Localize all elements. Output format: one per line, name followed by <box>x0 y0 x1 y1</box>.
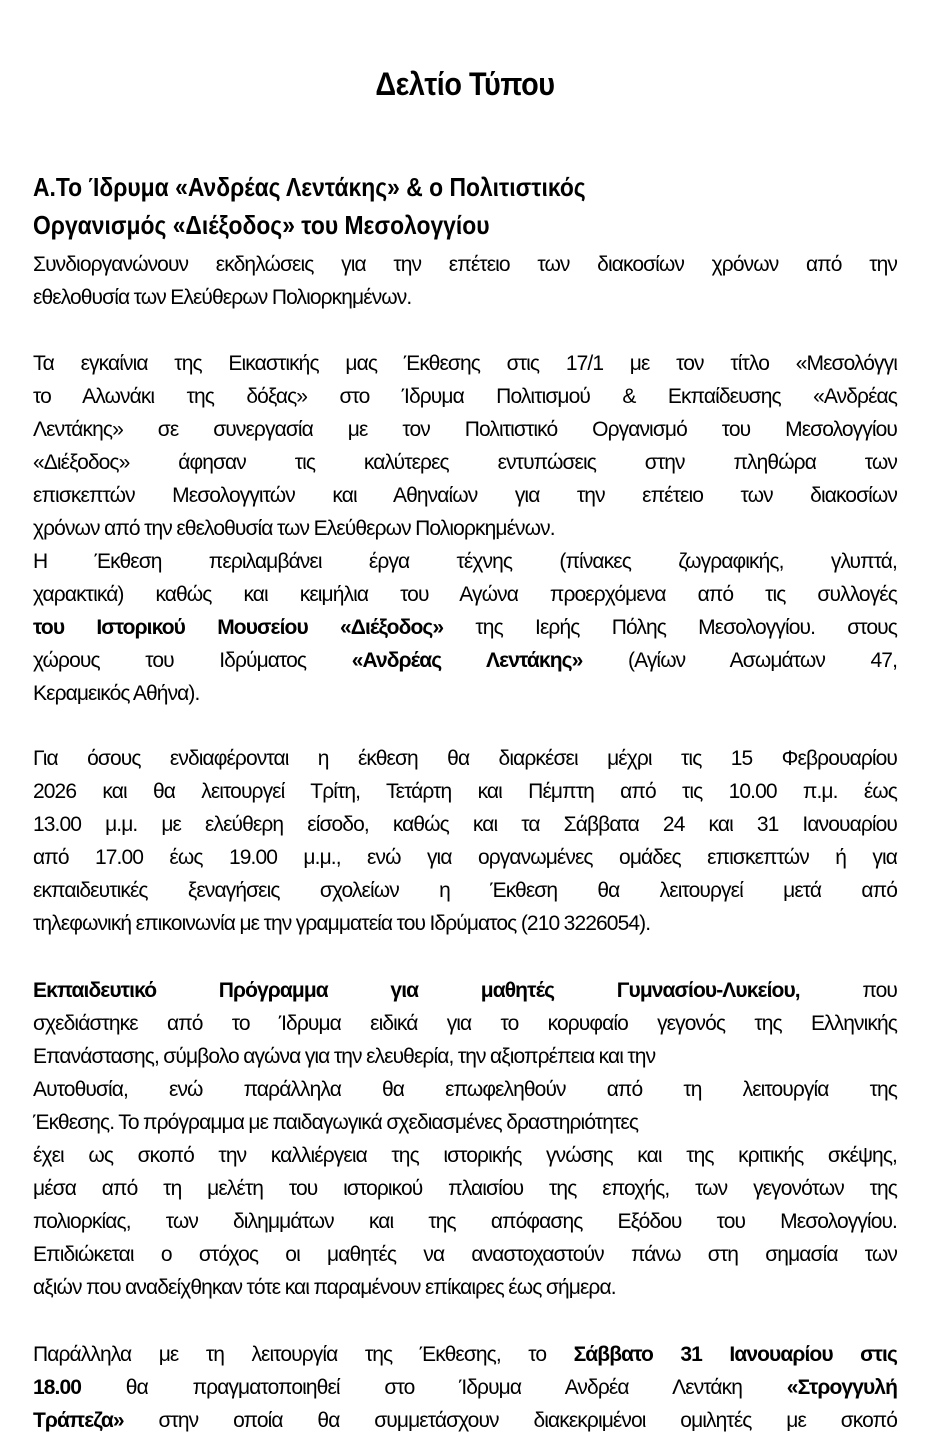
text-span: που <box>799 979 898 1002</box>
bold-text: του Ιστορικού Μουσείου «Διέξοδος» <box>33 616 444 639</box>
paragraph-opening <box>33 347 897 710</box>
text-line <box>33 1404 897 1437</box>
text-line: πολιορκίας, των διλημμάτων και της απόφασης Εξόδου του Μεσολογγίου. <box>33 1210 897 1233</box>
text-line: Τα εγκαίνια της Εικαστικής μας Έκθεσης στις 17/1 με τον τίτλο «Μεσολόγγι <box>33 352 897 375</box>
text-line: μέσα από τη μελέτη του ιστορικού πλαισίου της εποχής, των γεγονότων της <box>33 1177 897 1200</box>
intro-paragraph <box>33 248 897 314</box>
page-title: Δελτίο Τύπου <box>375 66 555 102</box>
text-line: Επιδιώκεται ο στόχος οι μαθητές να αναστοχαστούν πάνω στη σημασία των <box>33 1243 897 1266</box>
paragraph-education <box>33 974 897 1304</box>
text-span: στην οποία θα συμμετάσχουν διακεκριμένοι ομιλητές με σκοπό <box>123 1409 897 1432</box>
text-line <box>33 644 897 677</box>
bold-text: Σάββατο 31 Ιανουαρίου στις <box>573 1343 897 1366</box>
text-line: 2026 και θα λειτουργεί Τρίτη, Τετάρτη και Πέμπτη από τις 10.00 π.μ. έως <box>33 780 897 803</box>
paragraph-round-table <box>33 1338 897 1437</box>
text-span: Παράλληλα με τη λειτουργία της Έκθεσης, το <box>33 1343 574 1366</box>
text-line: Αυτοθυσία, ενώ παράλληλα θα επωφεληθούν από τη λειτουργία της <box>33 1078 897 1101</box>
text-line: Έκθεσης. Το πρόγραμμα με παιδαγωγικά σχεδιασμένες δραστηριότητες <box>33 1111 639 1134</box>
bold-text: Τράπεζα» <box>33 1409 124 1432</box>
text-line: χαρακτικά) καθώς και κειμήλια του Αγώνα προερχόμενα από τις συλλογές <box>33 583 897 606</box>
text-line: Επανάστασης, σύμβολο αγώνα για την ελευθερία, την αξιοπρέπεια και την <box>33 1045 656 1068</box>
text-line: 13.00 μ.μ. με ελεύθερη είσοδο, καθώς και τα Σάββατα 24 και 31 Ιανουαρίου <box>33 813 897 836</box>
text-line: Κεραμεικός Αθήνα). <box>33 682 200 705</box>
text-line: χρόνων από την εθελοθυσία των Ελεύθερων Πολιορκημένων. <box>33 517 555 540</box>
section-heading <box>33 168 825 244</box>
text-line <box>33 611 897 644</box>
text-line: επισκεπτών Μεσολογγιτών και Αθηναίων για την επέτειο των διακοσίων <box>33 484 897 507</box>
text-line: τηλεφωνική επικοινωνία με την γραμματεία του Ιδρύματος (210 3226054). <box>33 912 651 935</box>
heading-line: Οργανισμός «Διέξοδος» του Μεσολογγίου <box>33 210 490 240</box>
text-span: της Ιερής Πόλης Μεσολογγίου. στους <box>443 616 897 639</box>
text-line: Η Έκθεση περιλαμβάνει έργα τέχνης (πίνακες ζωγραφικής, γλυπτά, <box>33 550 897 573</box>
text-line: εκπαιδευτικές ξεναγήσεις σχολείων η Έκθεση θα λειτουργεί μετά από <box>33 879 897 902</box>
text-line: αξιών που αναδείχθηκαν τότε και παραμένουν επίκαιρες έως σήμερα. <box>33 1276 616 1299</box>
bold-text: «Ανδρέας Λεντάκης» <box>351 649 583 672</box>
text-line: Συνδιοργανώνουν εκδηλώσεις για την επέτειο των διακοσίων χρόνων από την <box>33 253 897 276</box>
bold-text: «Στρογγυλή <box>786 1376 897 1399</box>
text-span: θα πραγματοποιηθεί στο Ίδρυμα Ανδρέα Λεντάκη <box>81 1376 787 1399</box>
text-line <box>33 974 897 1007</box>
text-line: από 17.00 έως 19.00 μ.μ., ενώ για οργανωμένες ομάδες επισκεπτών ή για <box>33 846 897 869</box>
text-line: το Αλωνάκι της δόξας» στο Ίδρυμα Πολιτισμού & Εκπαίδευσης «Ανδρέας <box>33 385 897 408</box>
text-line: «Διέξοδος» άφησαν τις καλύτερες εντυπώσεις στην πληθώρα των <box>33 451 897 474</box>
text-line: εθελοθυσία των Ελεύθερων Πολιορκημένων. <box>33 286 412 309</box>
text-line: Για όσους ενδιαφέρονται η έκθεση θα διαρκέσει μέχρι τις 15 Φεβρουαρίου <box>33 747 897 770</box>
text-line: έχει ως σκοπό την καλλιέργεια της ιστορικής γνώσης και της κριτικής σκέψης, <box>33 1144 897 1167</box>
text-line <box>33 1371 897 1404</box>
bold-text: 18.00 <box>33 1376 82 1399</box>
text-span: χώρους του Ιδρύματος <box>33 649 352 672</box>
text-line: Λεντάκης» σε συνεργασία με τον Πολιτιστικό Οργανισμό του Μεσολογγίου <box>33 418 897 441</box>
text-line <box>33 1338 897 1371</box>
text-line: σχεδιάστηκε από το Ίδρυμα ειδικά για το κορυφαίο γεγονός της Ελληνικής <box>33 1012 897 1035</box>
heading-line: Α.Το Ίδρυμα «Ανδρέας Λεντάκης» & ο Πολιτιστικός <box>33 172 586 202</box>
bold-text: Εκπαιδευτικό Πρόγραμμα για μαθητές Γυμνασίου-Λυκείου, <box>33 979 800 1002</box>
text-span: (Αγίων Ασωμάτων 47, <box>582 649 898 672</box>
paragraph-schedule <box>33 742 897 940</box>
